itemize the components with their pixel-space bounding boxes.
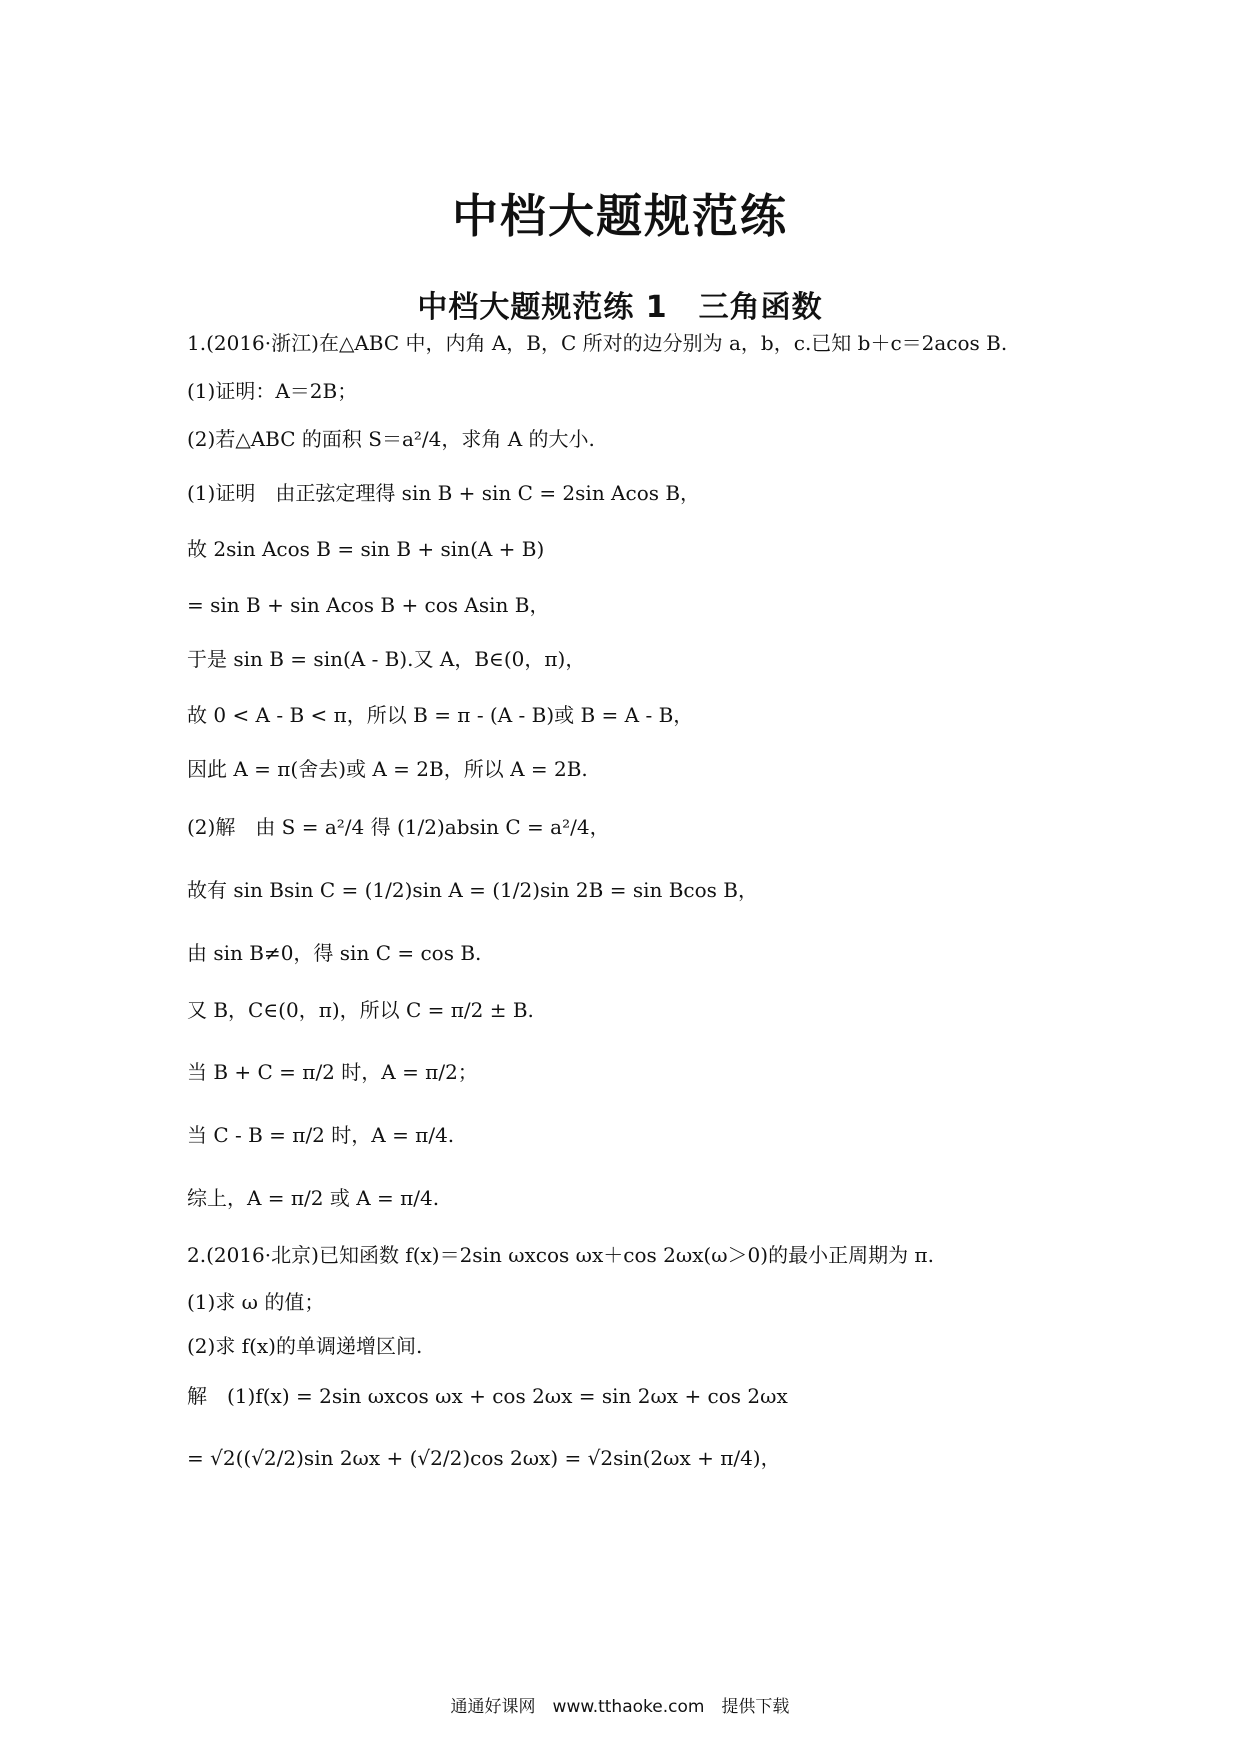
solution-line: 解 (1)f(x) = 2sin ωxcos ωx + cos 2ωx = sin 2ωx + cos 2ωx [187,1384,788,1408]
problem-1-part-2: (2)若△ABC 的面积 S＝a²/4，求角 A 的大小. [187,427,595,451]
solution-line: 故 0 < A - B < π，所以 B = π - (A - B)或 B = A - B， [187,703,694,727]
problem-2-part-1: (1)求 ω 的值； [187,1290,325,1314]
solution-line: = sin B + sin Acos B + cos Asin B， [187,593,550,617]
page-footer: 通通好课网 www.tthaoke.com 提供下载 [450,1697,790,1717]
solution-line: 于是 sin B = sin(A - B).又 A，B∈(0，π)， [187,647,586,671]
section-title: 中档大题规范练 1 三角函数 [417,290,823,325]
problem-2-statement: 2.(2016·北京)已知函数 f(x)＝2sin ωxcos ωx＋cos 2ωx(ω＞0)的最小正周期为 π. [187,1243,934,1267]
solution-line: (1)证明 由正弦定理得 sin B + sin C = 2sin Acos B， [187,481,701,505]
solution-line: 由 sin B≠0，得 sin C = cos B. [187,941,482,965]
solution-line: 因此 A = π(舍去)或 A = 2B，所以 A = 2B. [187,757,588,781]
solution-line: 当 B + C = π/2 时，A = π/2； [187,1060,478,1084]
problem-2-part-2: (2)求 f(x)的单调递增区间. [187,1334,423,1358]
problem-1-statement: 1.(2016·浙江)在△ABC 中，内角 A，B，C 所对的边分别为 a，b，c.已知 b＋c＝2acos B. [187,331,1008,355]
problem-1-part-1: (1)证明：A＝2B； [187,379,358,403]
solution-line: (2)解 由 S = a²/4 得 (1/2)absin C = a²/4， [187,815,610,839]
solution-line: = √2((√2/2)sin 2ωx + (√2/2)cos 2ωx) = √2sin(2ωx + π/4)， [187,1446,781,1470]
solution-line: 综上，A = π/2 或 A = π/4. [187,1186,440,1210]
solution-line: 故 2sin Acos B = sin B + sin(A + B) [187,537,545,561]
solution-line: 又 B，C∈(0，π)，所以 C = π/2 ± B. [187,998,534,1022]
solution-line: 故有 sin Bsin C = (1/2)sin A = (1/2)sin 2B = sin Bcos B， [187,878,758,902]
page-title: 中档大题规范练 [452,189,788,243]
solution-line: 当 C - B = π/2 时，A = π/4. [187,1123,455,1147]
